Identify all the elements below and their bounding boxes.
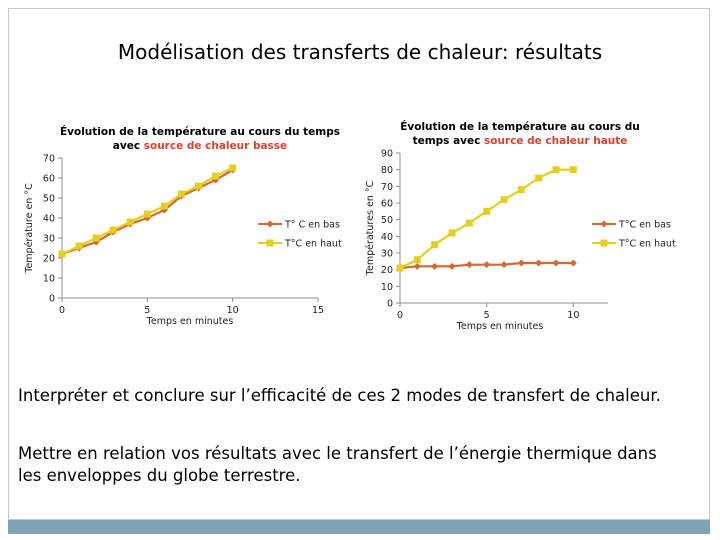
y-tick-label: 70 [42, 153, 55, 165]
series-1-point [483, 208, 490, 215]
series-0-point [431, 263, 438, 270]
series-1-point [414, 256, 421, 263]
x-tick-label: 0 [58, 305, 66, 316]
y-tick-label: 80 [380, 165, 393, 177]
y-axis-label: Températures en °C [365, 180, 376, 276]
y-tick-label: 0 [386, 298, 393, 310]
series-1-point [431, 241, 438, 248]
series-0-point [483, 261, 490, 268]
series-1-point [466, 220, 473, 227]
y-tick-label: 50 [380, 215, 393, 227]
y-tick-label: 50 [42, 193, 55, 205]
series-1-point [127, 219, 134, 226]
instruction-paragraph-2-line-2: les enveloppes du globe terrestre. [18, 466, 301, 485]
chart2-title-highlight: source de chaleur haute [484, 135, 628, 147]
y-tick-label: 20 [380, 265, 393, 277]
y-tick-label: 40 [42, 213, 55, 225]
x-tick-label: 10 [567, 310, 580, 321]
chart2-svg [360, 145, 710, 345]
bottom-bar [8, 520, 710, 534]
x-tick-label: 5 [483, 310, 490, 321]
y-tick-label: 10 [42, 273, 55, 285]
y-tick-label: 0 [48, 293, 55, 305]
series-1-point [397, 265, 404, 272]
series-0-point [414, 263, 421, 270]
series-1-point [93, 235, 100, 242]
series-0-point [501, 261, 508, 268]
chart2-title-line1: Évolution de la température au cours du [400, 121, 640, 133]
legend-label: T° C en bas [285, 219, 340, 231]
series-1-point [76, 243, 83, 250]
series-1-point [570, 166, 577, 173]
y-tick-label: 20 [42, 253, 55, 265]
chart1-svg [20, 150, 370, 350]
series-1-point [553, 166, 560, 173]
series-1-point [59, 251, 66, 258]
chart1 [20, 150, 370, 350]
series-0-point [466, 261, 473, 268]
x-tick-label: 10 [226, 305, 239, 316]
chart2-title-mid: temps avec [412, 135, 485, 147]
legend-swatch-marker [601, 240, 608, 247]
y-axis-label: Température en °C [24, 183, 35, 273]
instruction-paragraph-2-line-1: Mettre en relation vos résultats avec le transfert de l’énergie thermique dans [18, 444, 657, 463]
legend-label: T°C en haut [619, 238, 676, 250]
legend-swatch-marker [267, 240, 274, 247]
chart2 [360, 145, 710, 345]
instruction-paragraph-1: Interpréter et conclure sur l’efficacité de ces 2 modes de transfert de chaleur. [18, 386, 661, 405]
series-1-point [110, 227, 117, 234]
series-0-point [518, 260, 525, 267]
legend-swatch-marker [267, 221, 274, 228]
x-axis-label: Temps en minutes [146, 316, 234, 327]
y-tick-label: 30 [380, 248, 393, 260]
y-tick-label: 30 [42, 233, 55, 245]
series-1-point [144, 211, 151, 218]
legend-label: T°C en bas [619, 219, 671, 231]
chart1-title-mid: avec [112, 140, 144, 152]
chart1-title [40, 125, 360, 153]
x-tick-label: 0 [396, 310, 404, 321]
series-0-point [553, 260, 560, 267]
y-tick-label: 40 [380, 231, 393, 243]
legend-label: T°C en haut [285, 238, 342, 250]
series-1-point [161, 203, 168, 210]
series-1-point [212, 173, 219, 180]
y-tick-label: 60 [380, 198, 393, 210]
series-1-point [178, 191, 185, 198]
y-tick-label: 70 [380, 181, 393, 193]
series-0-point [449, 263, 456, 270]
slide-title: Modélisation des transferts de chaleur: résultats [117, 40, 603, 64]
x-tick-label: 5 [144, 305, 151, 316]
x-tick-label: 15 [311, 305, 325, 316]
chart1-title-highlight: source de chaleur basse [143, 140, 288, 152]
chart1-title-line1: Évolution de la température au cours du temps [59, 126, 341, 138]
series-1-point [535, 175, 542, 182]
series-1-point [449, 230, 456, 237]
series-0-point [535, 260, 542, 267]
series-1-point [229, 165, 236, 172]
series-1-point [518, 186, 525, 193]
x-axis-label: Temps en minutes [456, 321, 544, 332]
series-1-point [501, 196, 508, 203]
legend-swatch-marker [601, 221, 608, 228]
series-1-point [195, 183, 202, 190]
series-0-point [570, 260, 577, 267]
chart2-title [400, 120, 640, 148]
y-tick-label: 10 [380, 281, 393, 293]
y-tick-label: 90 [380, 148, 393, 160]
series-line-1 [400, 170, 573, 268]
y-tick-label: 60 [42, 173, 55, 185]
